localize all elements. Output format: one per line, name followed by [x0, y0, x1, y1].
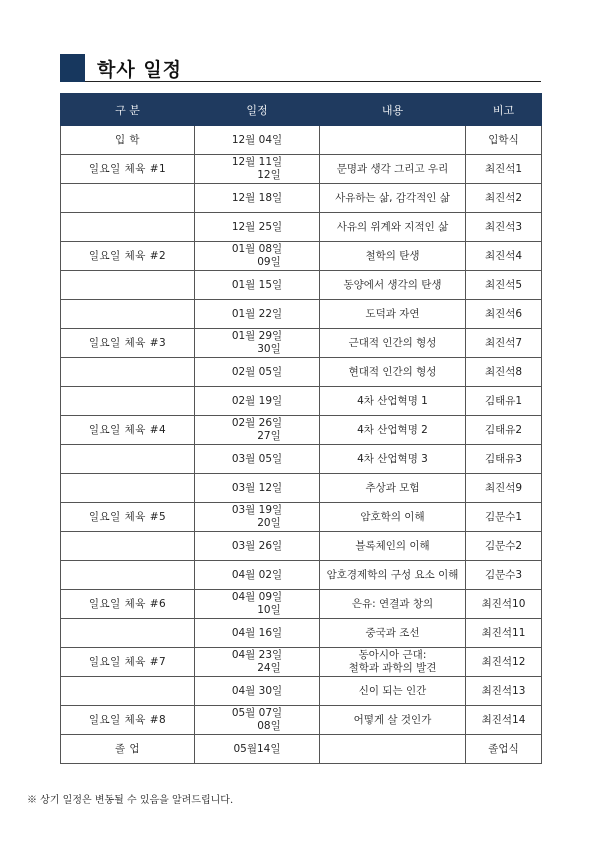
date-secondary: 10일	[257, 604, 281, 616]
cell-content	[320, 271, 466, 300]
cell-content	[320, 561, 466, 590]
header-content: 내용	[320, 94, 466, 126]
date-secondary: 27일	[257, 430, 281, 442]
date-primary: 05월 07일	[231, 707, 283, 719]
table-row	[61, 648, 542, 677]
cell-content	[320, 126, 466, 155]
title-block	[60, 54, 541, 82]
cell-category: 일요일 체육 #3	[61, 329, 195, 358]
cell-date	[195, 735, 320, 764]
content-line: 블록체인의 이해	[355, 539, 430, 552]
cell-category: 일요일 체육 #8	[61, 706, 195, 735]
cell-content	[320, 358, 466, 387]
cell-date	[195, 184, 320, 213]
content-line: 신이 되는 인간	[358, 684, 427, 697]
cell-content	[320, 387, 466, 416]
cell-date	[195, 155, 320, 184]
schedule-body	[61, 126, 542, 764]
date-primary: 12월 11일	[231, 156, 283, 168]
cell-category: 졸 업	[61, 735, 195, 764]
cell-note: 최진석10	[466, 590, 542, 619]
table-row	[61, 126, 542, 155]
cell-category	[61, 445, 195, 474]
cell-category	[61, 387, 195, 416]
cell-note: 김문수3	[466, 561, 542, 590]
cell-content	[320, 155, 466, 184]
cell-note: 입학식	[466, 126, 542, 155]
table-row	[61, 706, 542, 735]
cell-category: 입 학	[61, 126, 195, 155]
cell-category: 일요일 체육 #7	[61, 648, 195, 677]
cell-category: 일요일 체육 #6	[61, 590, 195, 619]
content-line: 도덕과 자연	[365, 307, 420, 320]
cell-category	[61, 474, 195, 503]
date-primary: 04월 02일	[231, 568, 283, 581]
cell-category	[61, 213, 195, 242]
date-secondary: 24일	[257, 662, 281, 674]
cell-category	[61, 358, 195, 387]
cell-note: 김태유3	[466, 445, 542, 474]
cell-note: 최진석11	[466, 619, 542, 648]
cell-content	[320, 300, 466, 329]
cell-category: 일요일 체육 #5	[61, 503, 195, 532]
cell-note: 최진석1	[466, 155, 542, 184]
content-line: 4차 산업혁명 3	[357, 452, 428, 465]
content-line: 암호경제학의 구성 요소 이해	[326, 568, 459, 581]
cell-category	[61, 184, 195, 213]
cell-date	[195, 706, 320, 735]
content-line: 철학의 탄생	[365, 249, 420, 262]
cell-date	[195, 503, 320, 532]
content-line: 동양에서 생각의 탄생	[343, 278, 442, 291]
content-line: 추상과 모험	[365, 481, 420, 494]
table-row	[61, 735, 542, 764]
cell-date	[195, 300, 320, 329]
cell-note: 최진석13	[466, 677, 542, 706]
table-row	[61, 503, 542, 532]
date-secondary: 30일	[257, 343, 281, 355]
date-primary: 03월 05일	[231, 452, 283, 465]
cell-date	[195, 474, 320, 503]
cell-content	[320, 213, 466, 242]
cell-category	[61, 300, 195, 329]
cell-date	[195, 416, 320, 445]
cell-note: 김태유1	[466, 387, 542, 416]
table-row	[61, 474, 542, 503]
table-header-row	[61, 94, 542, 126]
date-primary: 03월 26일	[231, 539, 283, 552]
cell-content	[320, 532, 466, 561]
content-line: 동아시아 근대:	[358, 649, 427, 661]
cell-content	[320, 329, 466, 358]
cell-note: 최진석9	[466, 474, 542, 503]
cell-date	[195, 329, 320, 358]
date-primary: 12월 25일	[231, 220, 283, 233]
cell-note: 최진석4	[466, 242, 542, 271]
cell-note: 졸업식	[466, 735, 542, 764]
table-row	[61, 590, 542, 619]
cell-category	[61, 677, 195, 706]
cell-content	[320, 242, 466, 271]
content-line: 현대적 인간의 형성	[348, 365, 437, 378]
header-category: 구 분	[61, 94, 195, 126]
cell-content	[320, 184, 466, 213]
date-secondary: 12일	[257, 169, 281, 181]
content-line: 근대적 인간의 형성	[348, 336, 437, 349]
cell-date	[195, 619, 320, 648]
header-note: 비고	[466, 94, 542, 126]
cell-date	[195, 445, 320, 474]
content-line: 은유: 연결과 창의	[351, 597, 434, 610]
date-secondary: 09일	[257, 256, 281, 268]
footnote: ※ 상기 일정은 변동될 수 있음을 알려드립니다.	[27, 795, 234, 806]
content-line: 4차 산업혁명 1	[357, 394, 428, 407]
cell-note: 최진석2	[466, 184, 542, 213]
date-primary: 12월 04일	[231, 133, 283, 146]
cell-category	[61, 561, 195, 590]
content-line: 중국과 조선	[365, 626, 420, 639]
cell-content	[320, 590, 466, 619]
date-primary: 02월 26일	[231, 417, 283, 429]
content-line: 어떻게 살 것인가	[353, 713, 432, 726]
cell-date	[195, 242, 320, 271]
table-row	[61, 329, 542, 358]
cell-content	[320, 706, 466, 735]
date-secondary: 08일	[257, 720, 281, 732]
cell-date	[195, 358, 320, 387]
cell-date	[195, 126, 320, 155]
schedule-table	[60, 93, 542, 764]
cell-note: 김문수2	[466, 532, 542, 561]
date-primary: 01월 15일	[231, 278, 283, 291]
date-primary: 02월 05일	[231, 365, 283, 378]
date-primary: 03월 19일	[231, 504, 283, 516]
cell-note: 최진석14	[466, 706, 542, 735]
title-mark	[60, 54, 85, 82]
page-title: 학사 일정	[97, 59, 183, 81]
cell-category	[61, 619, 195, 648]
cell-content	[320, 619, 466, 648]
content-line: 사유의 위계와 지적인 삶	[336, 220, 449, 233]
date-primary: 01월 29일	[231, 330, 283, 342]
table-row	[61, 619, 542, 648]
cell-category: 일요일 체육 #2	[61, 242, 195, 271]
table-row	[61, 416, 542, 445]
cell-content	[320, 677, 466, 706]
date-primary: 03월 12일	[231, 481, 283, 494]
date-primary: 04월 23일	[231, 649, 283, 661]
date-secondary: 20일	[257, 517, 281, 529]
cell-note: 최진석6	[466, 300, 542, 329]
cell-date	[195, 677, 320, 706]
date-primary: 02월 19일	[231, 394, 283, 407]
table-row	[61, 184, 542, 213]
cell-content	[320, 416, 466, 445]
cell-note: 최진석8	[466, 358, 542, 387]
table-row	[61, 532, 542, 561]
table-row	[61, 387, 542, 416]
cell-date	[195, 648, 320, 677]
content-line: 4차 산업혁명 2	[357, 423, 428, 436]
table-row	[61, 213, 542, 242]
title-underline	[85, 81, 541, 82]
cell-category	[61, 271, 195, 300]
cell-date	[195, 532, 320, 561]
cell-date	[195, 271, 320, 300]
cell-content	[320, 445, 466, 474]
table-row	[61, 561, 542, 590]
cell-content	[320, 648, 466, 677]
cell-date	[195, 590, 320, 619]
date-primary: 01월 08일	[231, 243, 283, 255]
cell-note: 김태유2	[466, 416, 542, 445]
date-primary: 12월 18일	[231, 191, 283, 204]
cell-content	[320, 503, 466, 532]
date-primary: 01월 22일	[231, 307, 283, 320]
table-row	[61, 242, 542, 271]
cell-category: 일요일 체육 #4	[61, 416, 195, 445]
date-primary: 04월 30일	[231, 684, 283, 697]
cell-note: 최진석3	[466, 213, 542, 242]
cell-note: 최진석12	[466, 648, 542, 677]
cell-content	[320, 474, 466, 503]
content-line: 암호학의 이해	[360, 510, 425, 523]
date-primary: 04월 16일	[231, 626, 283, 639]
cell-date	[195, 561, 320, 590]
cell-note: 최진석7	[466, 329, 542, 358]
cell-category	[61, 532, 195, 561]
date-primary: 04월 09일	[231, 591, 283, 603]
table-row	[61, 271, 542, 300]
table-row	[61, 677, 542, 706]
cell-note: 김문수1	[466, 503, 542, 532]
content-line: 사유하는 삶, 감각적인 삶	[335, 191, 450, 204]
cell-content	[320, 735, 466, 764]
cell-date	[195, 387, 320, 416]
table-row	[61, 300, 542, 329]
cell-note: 최진석5	[466, 271, 542, 300]
content-line: 문명과 생각 그리고 우리	[336, 162, 449, 175]
table-row	[61, 155, 542, 184]
content-line-2: 철학과 과학의 발견	[348, 662, 437, 674]
date-primary: 05월14일	[233, 742, 281, 755]
table-row	[61, 358, 542, 387]
table-row	[61, 445, 542, 474]
header-date: 일정	[195, 94, 320, 126]
cell-category: 일요일 체육 #1	[61, 155, 195, 184]
cell-date	[195, 213, 320, 242]
